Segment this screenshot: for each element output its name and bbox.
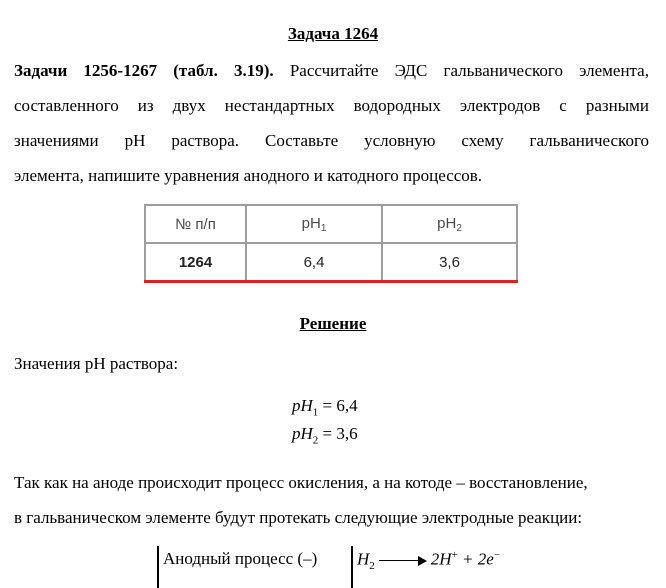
reaction-proton-charge: + (451, 549, 458, 561)
cell-ph1: 6,4 (246, 243, 382, 281)
task-line-2: составленного из двух нестандартных водородных электродов с разными (14, 96, 649, 115)
header-ph1-label: pH (301, 214, 321, 232)
explanation-line-2: в гальваническом элементе будут протекать следующие электродные реакции: (14, 508, 583, 527)
values-intro: Значения pH раствора: (14, 354, 179, 373)
anode-label: Анодный процесс (–) (163, 549, 318, 568)
formula-ph2-value: = 3,6 (318, 424, 358, 443)
formula-ph2-sub: 2 (312, 434, 319, 447)
table-row (145, 243, 517, 281)
cell-ph2: 3,6 (382, 243, 517, 281)
right-bracket-bar (351, 546, 353, 588)
task-line-1-text: Рассчитайте ЭДС гальванического элемента, (273, 61, 649, 80)
table-header-row (145, 205, 517, 243)
formula-ph1-var: pH (292, 396, 313, 415)
data-table (144, 204, 518, 282)
formula-ph1-sub: 1 (312, 406, 319, 419)
task-line-3: значениями pH раствора. Составьте условную схему гальванического (14, 131, 649, 150)
problem-title: Задача 1264 (287, 24, 379, 43)
reaction-arrow-icon (379, 556, 427, 566)
task-reference: Задачи 1256-1267 (табл. 3.19). (14, 61, 274, 80)
task-line-4: элемента, напишите уравнения анодного и катодного процессов. (14, 166, 483, 185)
task-line-1 (14, 53, 649, 88)
header-number: № п/п (145, 205, 246, 243)
header-ph2 (382, 205, 517, 243)
solution-heading: Решение (299, 314, 367, 333)
header-ph1 (246, 205, 382, 243)
reaction-electrons: + 2e (457, 549, 494, 569)
left-bracket-bar (157, 546, 159, 588)
formula-ph1 (292, 396, 358, 418)
formula-ph2 (292, 424, 358, 446)
reaction-electron-charge: − (493, 549, 501, 561)
header-ph2-sub: 2 (456, 222, 462, 234)
reaction-lhs-sub: 2 (369, 560, 375, 573)
reaction-lhs: H (357, 549, 370, 569)
explanation-line-1: Так как на аноде происходит процесс окисления, а на котоде – восстановление, (14, 473, 588, 492)
header-ph1-sub: 1 (320, 222, 327, 234)
cell-number: 1264 (145, 243, 246, 281)
formula-ph2-var: pH (292, 424, 313, 443)
highlight-underline (144, 280, 518, 283)
formula-ph1-value: = 6,4 (318, 396, 358, 415)
anode-reaction (357, 549, 500, 572)
reaction-proton: 2H (430, 549, 452, 569)
header-ph2-label: pH (437, 214, 457, 232)
task-statement (14, 53, 649, 193)
